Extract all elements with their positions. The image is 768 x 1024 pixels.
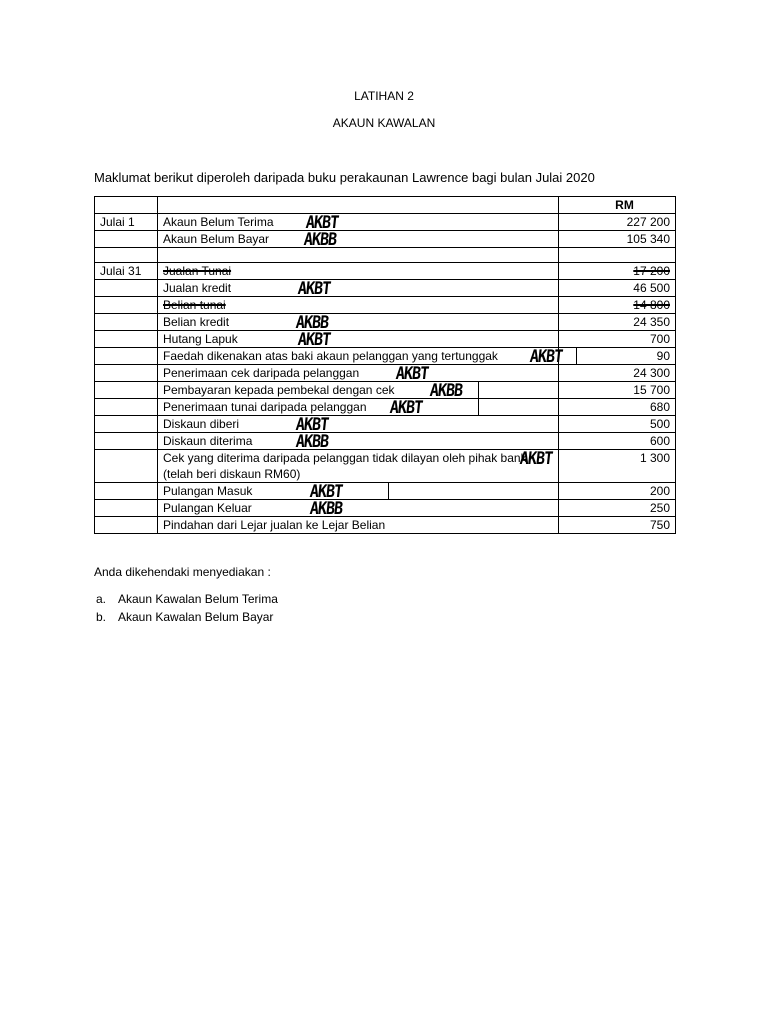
handwritten-mark: AKBT	[304, 211, 340, 233]
row-date: Julai 1	[95, 214, 158, 231]
row-date	[95, 500, 158, 517]
row-date	[95, 416, 158, 433]
row-desc: Pulangan Keluar	[163, 501, 252, 515]
handwritten-mark: AKBB	[302, 228, 338, 250]
row-date	[95, 450, 158, 483]
row-desc: Hutang Lapuk	[163, 332, 238, 346]
row-date	[95, 433, 158, 450]
list-marker: b.	[96, 610, 107, 624]
table-row	[95, 483, 676, 500]
row-amount: 15 700	[559, 382, 676, 399]
list-item-text: Akaun Kawalan Belum Bayar	[118, 610, 274, 624]
pen-divider-line	[478, 399, 479, 416]
table-row	[95, 382, 676, 399]
handwritten-mark: AKBT	[394, 362, 430, 384]
row-date	[95, 314, 158, 331]
row-amount: 90	[559, 348, 676, 365]
row-desc: Jualan kredit	[163, 281, 232, 295]
row-amount: 227 200	[559, 214, 676, 231]
table-row	[95, 399, 676, 416]
row-amount: 17 200	[633, 264, 670, 278]
row-date	[95, 382, 158, 399]
handwritten-mark: AKBB	[428, 379, 464, 401]
table-row	[95, 280, 676, 297]
handwritten-mark: AKBT	[294, 413, 330, 435]
row-amount: 600	[559, 433, 676, 450]
row-amount: 24 350	[559, 314, 676, 331]
handwritten-mark: AKBT	[296, 328, 332, 350]
row-desc: Pindahan dari Lejar jualan ke Lejar Belian	[163, 518, 386, 532]
table-row	[95, 297, 676, 314]
table-row	[95, 331, 676, 348]
row-date	[95, 517, 158, 534]
row-desc: Akaun Belum Bayar	[163, 232, 270, 246]
row-amount: 105 340	[559, 231, 676, 248]
row-desc: Belian kredit	[163, 315, 230, 329]
table-row	[95, 416, 676, 433]
table-row	[95, 348, 676, 365]
row-amount: 46 500	[559, 280, 676, 297]
row-amount: 14 800	[633, 298, 670, 312]
currency-header: RM	[559, 197, 676, 214]
row-desc: Penerimaan cek daripada pelanggan	[163, 366, 360, 380]
row-date	[95, 280, 158, 297]
row-desc: Cek yang diterima daripada pelanggan tidak dilayan oleh pihak bank (telah beri diskaun RM60)	[163, 451, 527, 481]
row-date	[95, 483, 158, 500]
handwritten-mark: AKBT	[528, 345, 564, 367]
row-desc: Pembayaran kepada pembekal dengan cek	[163, 383, 395, 397]
list-item	[96, 610, 274, 624]
table-row	[95, 450, 676, 483]
row-amount: 250	[559, 500, 676, 517]
row-desc: Jualan Tunai	[163, 264, 232, 278]
spacer-row	[95, 248, 676, 263]
table-row	[95, 231, 676, 248]
table-header-row	[95, 197, 676, 214]
row-amount: 200	[559, 483, 676, 500]
row-amount: 1 300	[559, 450, 676, 483]
row-desc: Penerimaan tunai daripada pelanggan	[163, 400, 367, 414]
document-title: LATIHAN 2	[354, 89, 414, 103]
document-subtitle: AKAUN KAWALAN	[332, 116, 436, 130]
list-item	[96, 592, 278, 606]
row-date	[95, 365, 158, 382]
handwritten-mark: AKBB	[308, 497, 344, 519]
table-row	[95, 433, 676, 450]
row-desc: Faedah dikenakan atas baki akaun pelanggan yang tertunggak	[163, 349, 498, 363]
row-amount: 680	[559, 399, 676, 416]
pen-divider-line	[388, 483, 389, 500]
row-amount: 750	[559, 517, 676, 534]
handwritten-mark: AKBT	[296, 277, 332, 299]
row-date	[95, 331, 158, 348]
row-date	[95, 297, 158, 314]
row-desc: Diskaun diterima	[163, 434, 253, 448]
handwritten-mark: AKBT	[388, 396, 424, 418]
handwritten-mark: AKBB	[294, 430, 330, 452]
pen-divider-line	[478, 382, 479, 399]
row-date	[95, 399, 158, 416]
handwritten-mark: AKBT	[308, 480, 344, 502]
table-row	[95, 314, 676, 331]
row-date	[95, 231, 158, 248]
row-date	[95, 348, 158, 365]
list-marker: a.	[96, 592, 107, 606]
table-row	[95, 214, 676, 231]
transactions-table	[94, 196, 676, 534]
row-amount: 500	[559, 416, 676, 433]
row-amount: 24 300	[559, 365, 676, 382]
task-instruction: Anda dikehendaki menyediakan :	[94, 565, 271, 579]
handwritten-mark: AKBT	[518, 447, 554, 469]
row-desc: Akaun Belum Terima	[163, 215, 274, 229]
row-desc: Diskaun diberi	[163, 417, 240, 431]
table-row	[95, 263, 676, 280]
row-date: Julai 31	[95, 263, 158, 280]
row-amount: 700	[559, 331, 676, 348]
intro-text: Maklumat berikut diperoleh daripada buku perakaunan Lawrence bagi bulan Julai 2020	[94, 170, 595, 185]
row-desc: Belian tunai	[163, 298, 226, 312]
row-desc: Pulangan Masuk	[163, 484, 253, 498]
list-item-text: Akaun Kawalan Belum Terima	[118, 592, 278, 606]
table-row	[95, 500, 676, 517]
table-row	[95, 365, 676, 382]
handwritten-mark: AKBB	[294, 311, 330, 333]
table-row	[95, 517, 676, 534]
